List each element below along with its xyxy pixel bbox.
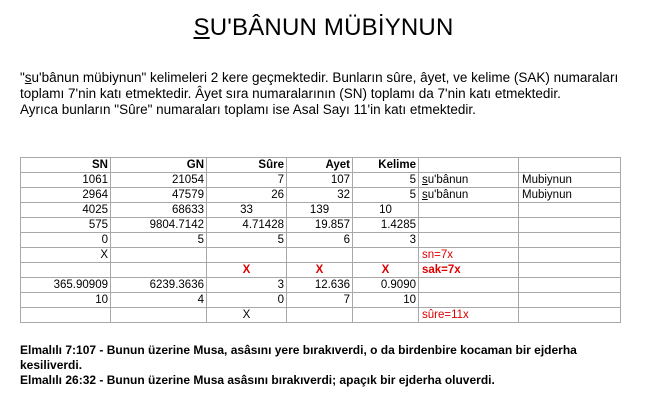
cell: 5 [353, 188, 419, 203]
cell [519, 293, 621, 308]
cell [21, 308, 111, 323]
word-underlined-letter: s [422, 189, 428, 201]
title-rest: U'BÂNUN MÜBİYNUN [209, 14, 454, 41]
header-gn: GN [111, 158, 207, 173]
cell: 1.4285 [353, 218, 419, 233]
cell: 32 [287, 188, 353, 203]
header-ayet: Ayet [287, 158, 353, 173]
cell: 107 [287, 173, 353, 188]
sure-result-label: sûre=11x [419, 308, 519, 323]
cell [419, 218, 519, 233]
page-title [0, 14, 647, 42]
intro-underlined-letter: s [24, 70, 32, 85]
cell: 139 [287, 203, 353, 218]
header-sn: SN [21, 158, 111, 173]
cell: 21054 [111, 173, 207, 188]
cell: 7 [287, 293, 353, 308]
title-underlined-letter: S [193, 14, 210, 41]
cell: X [207, 308, 287, 323]
cell: 4 [111, 293, 207, 308]
cell: 33 [207, 203, 287, 218]
cell [21, 263, 111, 278]
table-row [21, 173, 621, 188]
table-row [21, 263, 621, 278]
cell: X [21, 248, 111, 263]
cell: 5 [353, 173, 419, 188]
cell: 365.90909 [21, 278, 111, 293]
cell: 47579 [111, 188, 207, 203]
cell [419, 278, 519, 293]
cell: 19.857 [287, 218, 353, 233]
cell: 6239.3636 [111, 278, 207, 293]
table-header-row [21, 158, 621, 173]
cell: 10 [353, 203, 419, 218]
cell: 4025 [21, 203, 111, 218]
intro-quote: " [20, 70, 25, 85]
cell: 0 [21, 233, 111, 248]
sn-result-label: sn=7x [419, 248, 519, 263]
cell: 12.636 [287, 278, 353, 293]
cell [519, 233, 621, 248]
cell: 2964 [21, 188, 111, 203]
table-row [21, 233, 621, 248]
table-row [21, 248, 621, 263]
cell: 0 [207, 293, 287, 308]
cell [519, 248, 621, 263]
cell: X [207, 263, 287, 278]
cell [519, 263, 621, 278]
cell: 5 [111, 233, 207, 248]
word-rest: u'bânun [427, 189, 469, 201]
cell: Mubiynun [519, 173, 621, 188]
cell [519, 308, 621, 323]
cell: 26 [207, 188, 287, 203]
cell [207, 248, 287, 263]
word-cell [419, 173, 519, 188]
word-rest: u'bânun [427, 174, 469, 186]
cell [111, 308, 207, 323]
word-cell [419, 188, 519, 203]
cell [519, 278, 621, 293]
cell: 6 [287, 233, 353, 248]
cell [419, 233, 519, 248]
cell: 4.71428 [207, 218, 287, 233]
cell: 7 [207, 173, 287, 188]
cell: 575 [21, 218, 111, 233]
table-row [21, 203, 621, 218]
quote-elmalili-26-32: Elmalılı 26:32 - Bunun üzerine Musa asâsını bırakıverdi; apaçık bir ejderha oluverdi. [20, 373, 495, 387]
cell: 5 [207, 233, 287, 248]
cell: 1061 [21, 173, 111, 188]
cell [419, 293, 519, 308]
table-row [21, 308, 621, 323]
header-empty-2 [519, 158, 621, 173]
header-sure: Sûre [207, 158, 287, 173]
cell [111, 248, 207, 263]
cell [519, 218, 621, 233]
header-empty-1 [419, 158, 519, 173]
table-row [21, 218, 621, 233]
intro-paragraph-2: Ayrıca bunların "Sûre" numaraları toplamı ise Asal Sayı 11'in katı etmektedir. [20, 102, 476, 117]
cell: 3 [207, 278, 287, 293]
table-row [21, 293, 621, 308]
cell [353, 248, 419, 263]
table-row [21, 188, 621, 203]
cell [353, 308, 419, 323]
cell [287, 308, 353, 323]
header-kelime: Kelime [353, 158, 419, 173]
intro-text [20, 70, 635, 118]
table-row [21, 278, 621, 293]
cell: Mubiynun [519, 188, 621, 203]
word-underlined-letter: s [422, 174, 428, 186]
cell [519, 203, 621, 218]
quotes [20, 343, 640, 388]
data-table [20, 157, 621, 323]
cell: X [353, 263, 419, 278]
cell [287, 248, 353, 263]
sak-result-label: sak=7x [419, 263, 519, 278]
cell: X [287, 263, 353, 278]
cell: 10 [353, 293, 419, 308]
cell: 0.9090 [353, 278, 419, 293]
quote-elmalili-7-107: Elmalılı 7:107 - Bunun üzerine Musa, asâsını yere bırakıverdi, o da birdenbire kocaman bir ejderha kesiliverdi. [20, 343, 577, 372]
cell [111, 263, 207, 278]
cell: 68633 [111, 203, 207, 218]
cell: 9804.7142 [111, 218, 207, 233]
intro-paragraph-1 [20, 70, 635, 102]
cell: 3 [353, 233, 419, 248]
cell [419, 203, 519, 218]
cell: 10 [21, 293, 111, 308]
intro-p1-rest: u'bânun mübiynun" kelimeleri 2 kere geçmektedir. Bunların sûre, âyet, ve kelime (SAK) numaraları toplamı 7'nin katı etmektedir. Âyet sıra numaralarının (SN) toplamı da 7'nin katı etmektedir. [20, 70, 619, 101]
